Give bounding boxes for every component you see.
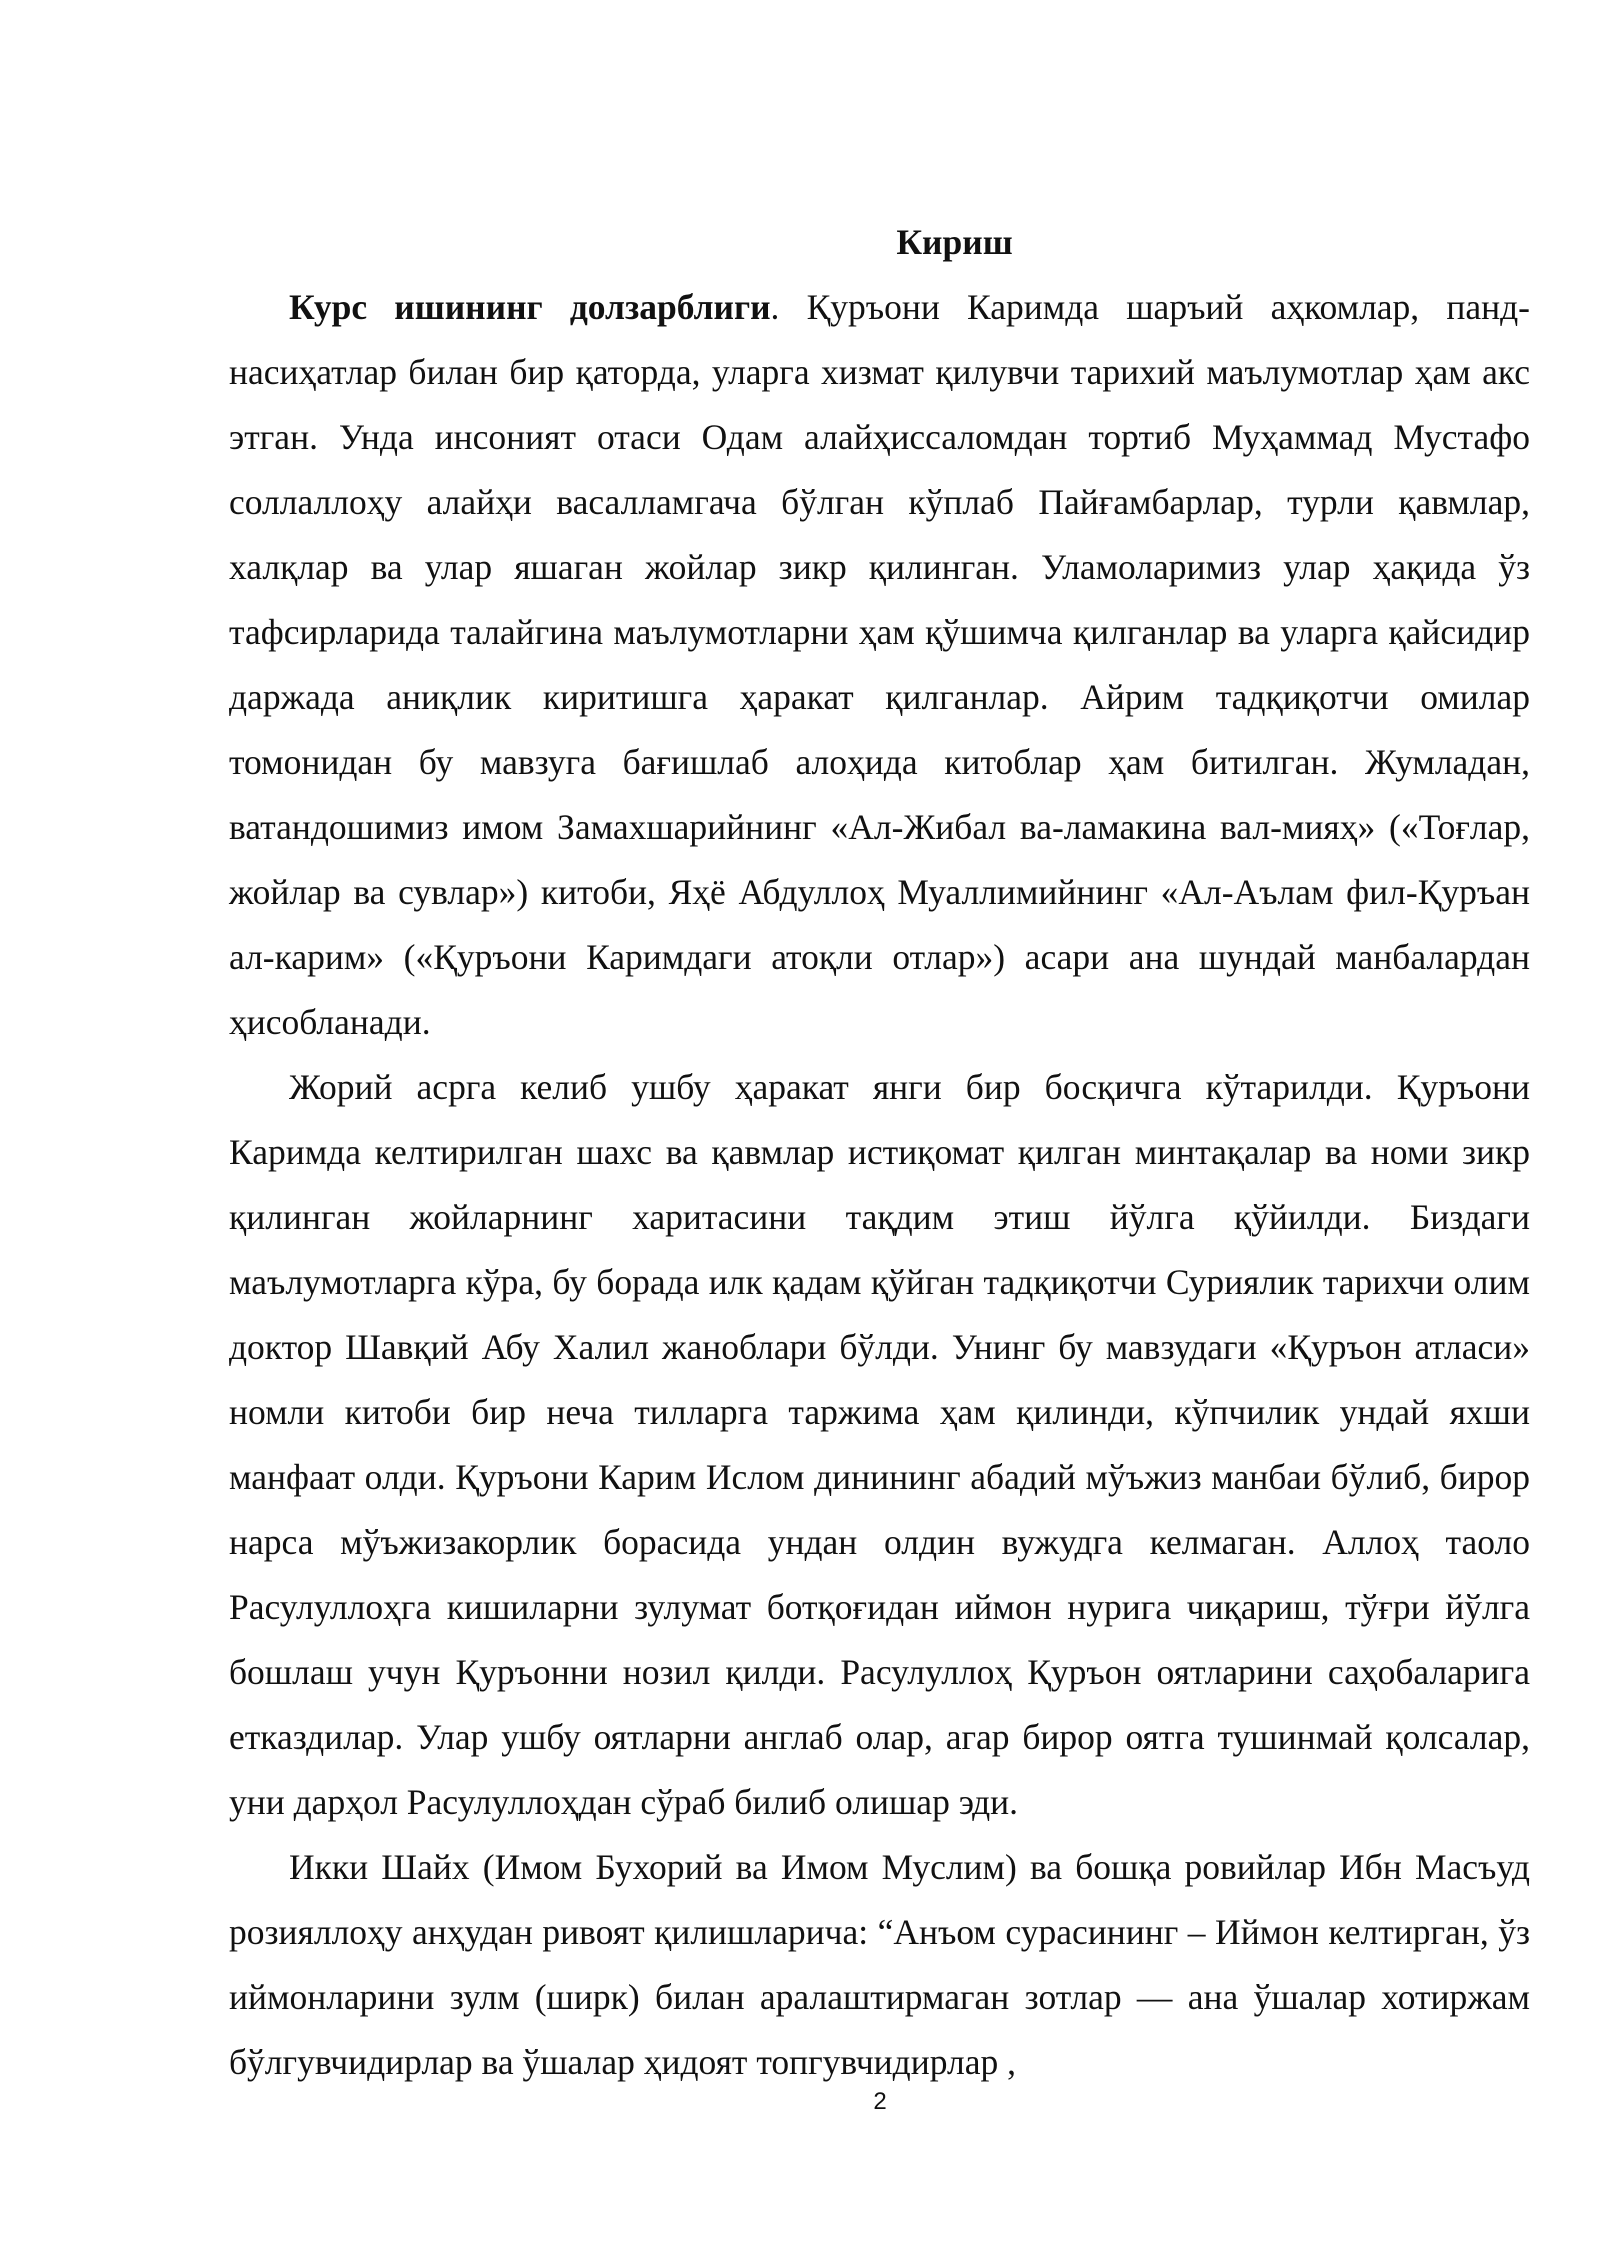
paragraph-current-century: Жорий асрга келиб ушбу ҳаракат янги бир босқичга кўтарилди. Қуръони Каримда келтирилган шахс ва қавмлар истиқомат қилган минтақалар ва номи зикр қилинган жойларнинг харитасини тақдим этиш йўлга қўйилди. Биздаги маълумотларга кўра, бу борада илк қадам қўйган тадқиқотчи Суриялик тарихчи олим доктор Шавқий Абу Халил жаноблари бўлди. Унинг бу мавзудаги «Қуръон атласи» номли китоби бир неча тилларга таржима ҳам қилинди, кўпчилик ундай яхши манфаат олди. Қуръони Карим Ислом динининг абадий мўъжиз манбаи бўлиб, бирор нарса мўъжизакорлик борасида ундан олдин вужудга келмаган. Аллоҳ таоло Расулуллоҳга кишиларни зулумат ботқоғидан иймон нурига чиқариш, тўғри йўлга бошлаш учун Қуръонни нозил қилди. Расулуллоҳ Қуръон оятларини саҳобаларига етказдилар. Улар ушбу оятларни англаб олар, агар бирор оятга тушинмай қолсалар, уни дарҳол Расулуллоҳдан сўраб билиб олишар эди. <box>229 1067 1530 1822</box>
page-title: Кириш <box>896 222 1013 262</box>
paragraph-relevance <box>229 275 1530 1055</box>
relevance-lead: Курс ишининг долзарблиги <box>289 287 771 327</box>
page-number: 2 <box>873 2088 887 2115</box>
paragraph-two-sheikhs: Икки Шайх (Имом Бухорий ва Имом Муслим) ва бошқа ровийлар Ибн Масъуд розияллоҳу анҳудан ривоят қилишларича: “Анъом сурасининг – Иймон келтирган, ўз иймонларини зулм (ширк) билан аралаштирмаган зотлар — ана ўшалар хотиржам бўлгувчидирлар ва ўшалар ҳидоят топгувчидирлар , <box>229 1847 1530 2082</box>
page-content <box>229 210 1530 2095</box>
relevance-text: . Қуръони Каримда шаръий аҳкомлар, панд-насиҳатлар билан бир қаторда, уларга хизмат қилувчи тарихий маълумотлар ҳам акс этган. Унда инсоният отаси Одам алайҳиссаломдан тортиб Муҳаммад Мустафо соллаллоҳу алайҳи васалламгача бўлган кўплаб Пайғамбарлар, турли қавмлар, халқлар ва улар яшаган жойлар зикр қилинган. Уламоларимиз улар ҳақида ўз тафсирларида талайгина маълумотларни ҳам қўшимча қилганлар ва уларга қайсидир даржада аниқлик киритишга ҳаракат қилганлар. Айрим тадқиқотчи омилар томонидан бу мавзуга бағишлаб алоҳида китоблар ҳам битилган. Жумладан, ватандошимиз имом Замахшарийнинг «Ал-Жибал ва-ламакина вал-мияҳ» («Тоғлар, жойлар ва сувлар») китоби, Яҳё Абдуллоҳ Муаллимийнинг «Ал-Аълам фил-Қуръан ал-карим» («Қуръони Каримдаги атоқли отлар») асари ана шундай манбалардан ҳисобланади. <box>229 287 1530 1042</box>
